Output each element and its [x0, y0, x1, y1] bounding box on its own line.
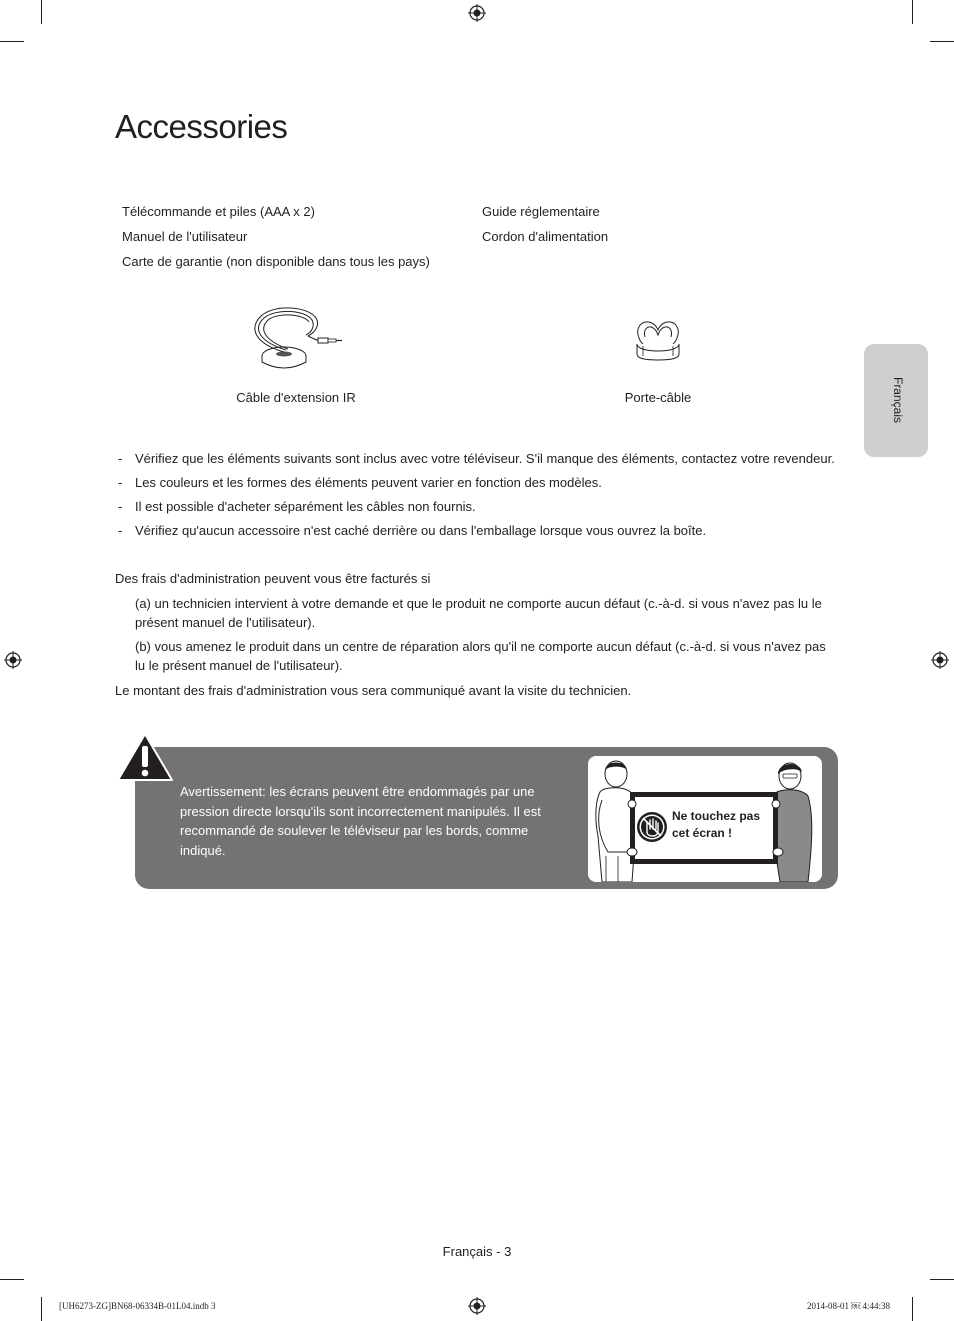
registration-mark-icon [468, 4, 486, 22]
tv-screen-text-line-2: cet écran ! [672, 826, 733, 840]
note-text: Les couleurs et les formes des éléments peuvent varier en fonction des modèles. [135, 475, 602, 490]
fees-case-a: (a) un technicien intervient à votre demande et que le produit ne comporte aucun défaut (c.-à-d. si vous n'avez pas lu le présent manuel de l'utilisateur). [135, 596, 822, 630]
print-slug-left: [UH6273-ZG]BN68-06334B-01L04.indb 3 [59, 1301, 216, 1311]
crop-mark [912, 0, 913, 24]
warning-text [180, 782, 555, 860]
note-dash: - [118, 499, 123, 514]
language-side-tab [864, 344, 928, 457]
note-text: Vérifiez qu'aucun accessoire n'est caché derrière ou dans l'emballage lorsque vous ouvrez la boîte. [135, 523, 707, 538]
fees-intro: Des frais d'administration peuvent vous être facturés si [115, 571, 431, 586]
page-title: Accessories [115, 108, 288, 145]
registration-mark-icon [4, 651, 22, 669]
note-dash: - [118, 523, 123, 538]
crop-mark [41, 1297, 42, 1321]
fees-closing: Le montant des frais d'administration vous sera communiqué avant la visite du technicien. [115, 683, 632, 698]
registration-mark-icon [468, 1297, 486, 1315]
note-item [118, 475, 602, 491]
accessory-item: Télécommande et piles (AAA x 2) [122, 204, 315, 219]
fees-case-b: (b) vous amenez le produit dans un centre de réparation alors qu'il ne comporte aucun défaut (c.-à-d. si vous n'avez pas lu le présent manuel de l'utilisateur). [135, 639, 826, 673]
accessory-item: Carte de garantie (non disponible dans tous les pays) [122, 254, 430, 269]
cable-holder-icon [633, 318, 683, 364]
crop-mark [930, 1279, 954, 1280]
accessory-item: Cordon d'alimentation [482, 229, 609, 244]
print-slug-right: 2014-08-01 ￼ 4:44:38 [807, 1301, 890, 1311]
accessory-item: Guide réglementaire [482, 204, 600, 219]
note-text: Vérifiez que les éléments suivants sont inclus avec votre téléviseur. S'il manque des éléments, contactez votre revendeur. [135, 451, 835, 466]
note-item [118, 451, 835, 467]
note-dash: - [118, 475, 123, 490]
note-dash: - [118, 451, 123, 466]
side-tab-label: Français [891, 376, 905, 423]
note-item [118, 523, 706, 539]
warning-label: Avertissement [180, 784, 263, 799]
cable-holder-caption: Porte-câble [624, 390, 692, 405]
page-number: Français - 3 [442, 1244, 512, 1259]
tv-handling-illustration [588, 756, 822, 882]
crop-mark [0, 41, 24, 42]
crop-mark [930, 41, 954, 42]
ir-extension-cable-icon [246, 304, 346, 376]
tv-screen-text-line-1: Ne touchez pas [672, 809, 761, 823]
note-text: Il est possible d'acheter séparément les câbles non fournis. [135, 499, 476, 514]
crop-mark [912, 1297, 913, 1321]
note-item [118, 499, 476, 515]
registration-mark-icon [931, 651, 949, 669]
ir-cable-caption: Câble d'extension IR [236, 390, 356, 405]
warning-triangle-icon [116, 732, 174, 782]
crop-mark [0, 1279, 24, 1280]
accessory-item: Manuel de l'utilisateur [122, 229, 248, 244]
crop-mark [41, 0, 42, 24]
warning-body: : les écrans peuvent être endommagés par une pression directe lorsqu'ils sont incorrectement manipulés. Il est recommandé de soulever le téléviseur par les bords, comme indiqué. [180, 784, 541, 858]
